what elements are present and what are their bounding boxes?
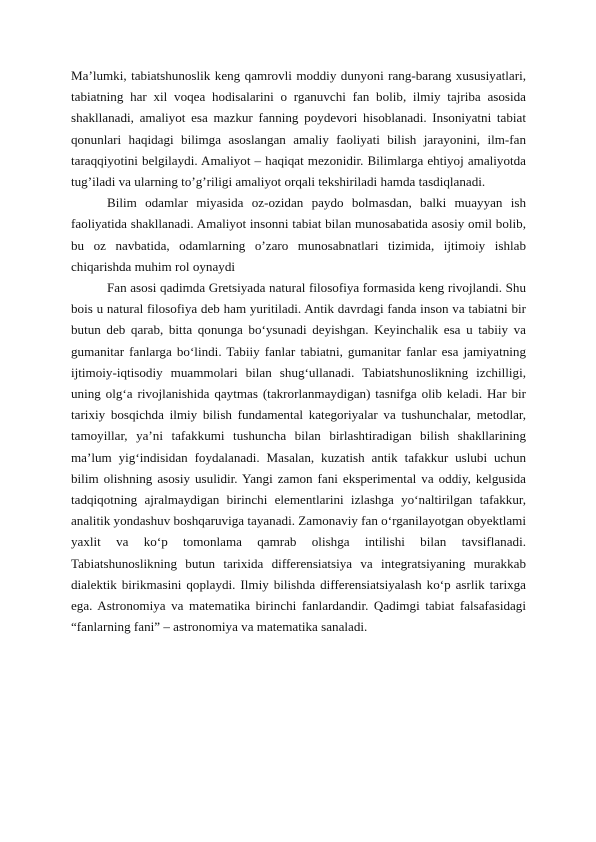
- paragraph-1: Ma’lumki, tabiatshunoslik keng qamrovli moddiy dunyoni rang-barang xususiyatlari, tabiatning har xil voqea hodisalarini o rganuvchi fan bolib, ilmiy tajriba asosida shakllanadi, amaliyot esa mazkur fanning poydevori hisoblanadi. Insoniyatni tabiat qonunlari haqidagi bilimga asoslangan amaliy faoliyati bilish jarayonini, ilm-fan taraqqiyotini belgilaydi. Amaliyot – haqiqat mezonidir. Bilimlarga ehtiyoj amaliyotda tug’iladi va ularning to’g’riligi amaliyot orqali tekshiriladi hamda tasdiqlanadi.: [71, 68, 526, 190]
- document-body: [71, 65, 526, 637]
- paragraph-2: Bilim odamlar miyasida oz-ozidan paydo bolmasdan, balki muayyan ish faoliyatida shakllanadi. Amaliyot insonni tabiat bilan munosabatida asosiy omil bolib, bu oz navbatida, odamlarning o’zaro munosabnatlari tizimida, ijtimoiy ishlab chiqarishda muhim rol oynaydi: [71, 195, 526, 274]
- paragraph-3: Fan asosi qadimda Gretsiyada natural filosofiya formasida keng rivojlandi. Shu bois u natural filosofiya deb ham yuritiladi. Antik davrdagi fanda inson va tabiatni bir butun deb qarab, bitta qonunga bo‘ysunadi deyishgan. Keyinchalik esa u tabiiy va gumanitar fanlarga bo‘lindi. Tabiiy fanlar tabiatni, gumanitar fanlar esa jamiyatning ijtimoiy-iqtisodiy muammolari bilan shug‘ullanadi. Tabiatshunoslikning izchilligi, uning olg‘a rivojlanishida qaytmas (takrorlanmaydigan) tasnifga olib keladi. Har bir tarixiy bosqichda ilmiy bilish fundamental kategoriyalar va tushunchalar, metodlar, tamoyillar, ya’ni tafakkumi tushuncha bilan birlashtiradigan bilish shakllarining ma’lum yig‘indisidan foydalanadi. Masalan, kuzatish antik tafakkur uslubi uchun bilim olishning asosiy usulidir. Yangi zamon fani eksperimental va oddiy, kelgusida tadqiqotning ajralmaydigan birinchi elementlarini izlashga yo‘naltirilgan tafakkur, analitik yondashuv boshqaruviga tayanadi. Zamonaviy fan o‘rganilayotgan obyektlami yaxlit va ko‘p tomonlama qamrab olishga intilishi bilan tavsiflanadi. Tabiatshunoslikning butun tarixida differensiatsiya va integratsiyaning murakkab dialektik birikmasini qoplaydi. Ilmiy bilishda differensiatsiyalash ko‘p asrlik tarixga ega. Astronomiya va matematika birinchi fanlardandir. Qadimgi tabiat falsafasidagi “fanlarning fani” – astronomiya va matematika sanaladi.: [71, 280, 527, 635]
